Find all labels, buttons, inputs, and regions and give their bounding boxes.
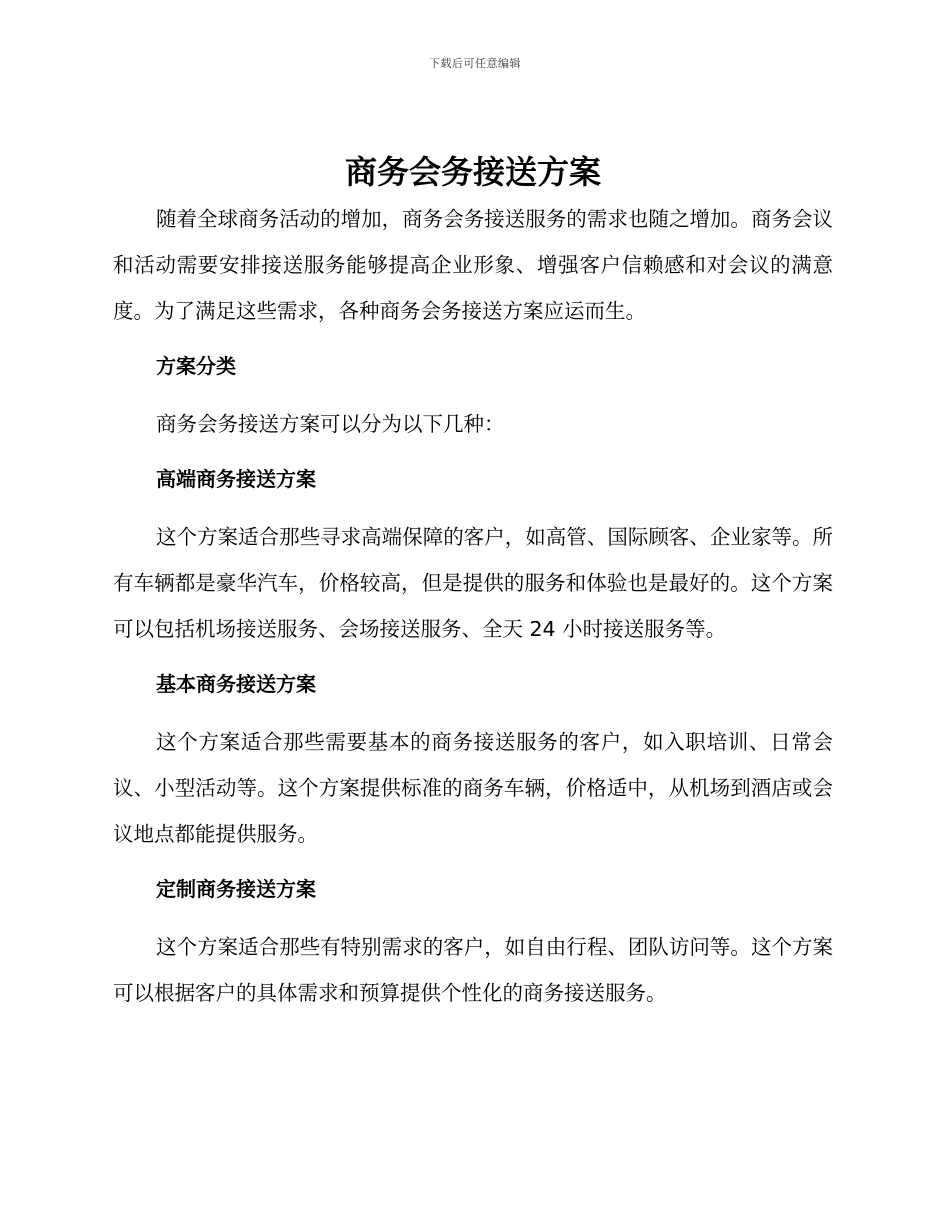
spacer bbox=[113, 502, 833, 514]
plan-text-basic: 这个方案适合那些需要基本的商务接送服务的客户，如入职培训、日常会议、小型活动等。这个方案提供标准的商务车辆，价格适中，从机场到酒店或会议地点都能提供服务。 bbox=[113, 730, 833, 846]
spacer bbox=[113, 389, 833, 401]
spacer bbox=[113, 707, 833, 719]
intro-paragraph: 随着全球商务活动的增加，商务会务接送服务的需求也随之增加。商务会议和活动需要安排接送服务能够提高企业形象、增强客户信赖感和对会议的满意度。为了满足这些需求，各种商务会务接送方案应运而生。 bbox=[113, 207, 833, 323]
spacer bbox=[113, 447, 833, 456]
spacer bbox=[113, 652, 833, 661]
plan-heading-premium: 高端商务接送方案 bbox=[156, 467, 316, 491]
section-heading: 方案分类 bbox=[156, 354, 236, 378]
header-note: 下载后可任意编辑 bbox=[429, 57, 521, 70]
spacer bbox=[113, 334, 833, 343]
spacer bbox=[113, 912, 833, 924]
spacer bbox=[113, 857, 833, 866]
section-intro-paragraph: 商务会务接送方案可以分为以下几种： bbox=[156, 412, 505, 436]
plan-text-custom: 这个方案适合那些有特别需求的客户，如自由行程、团队访问等。这个方案可以根据客户的具体需求和预算提供个性化的商务接送服务。 bbox=[113, 935, 833, 1005]
document-title: 商务会务接送方案 bbox=[344, 153, 601, 191]
plan-heading-basic: 基本商务接送方案 bbox=[156, 672, 316, 696]
plan-text-premium: 这个方案适合那些寻求高端保障的客户，如高管、国际顾客、企业家等。所有车辆都是豪华汽车，价格较高，但是提供的服务和体验也是最好的。这个方案可以包括机场接送服务、会场接送服务、全天 24 小时接送服务等。 bbox=[113, 525, 833, 641]
document-body bbox=[113, 148, 833, 1016]
plan-heading-custom: 定制商务接送方案 bbox=[156, 877, 316, 901]
